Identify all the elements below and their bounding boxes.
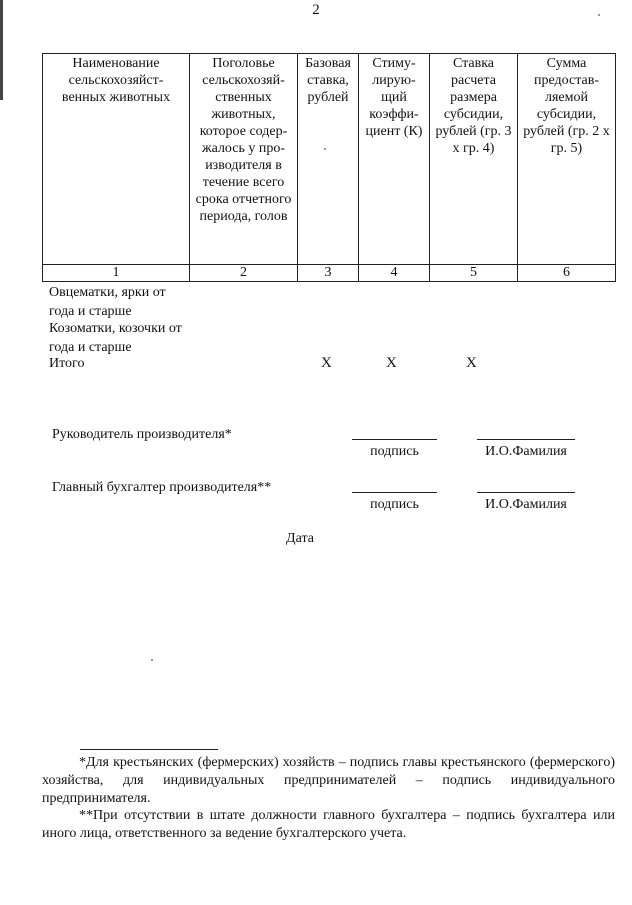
header-coefficient: Стиму- лирую- щий коэффи- циент (К) [359,54,430,265]
total-mark-calc-rate: Х [466,355,477,371]
footnote-separator [80,749,218,750]
signature-line [352,492,437,493]
column-number: 4 [359,265,430,282]
row-label-sheep: Овцематки, ярки от года и старше [49,285,166,319]
name-caption: И.О.Фамилия [485,444,567,459]
name-line [477,439,575,440]
date-label: Дата [286,531,314,546]
header-base-rate: Базовая ставка, рублей [298,54,359,265]
row-label-goats: Козоматки, козочки от года и старше [49,321,182,355]
header-animals: Наименование сельскохозяйст- венных животных [43,54,190,265]
column-number: 5 [430,265,518,282]
column-number: 1 [43,265,190,282]
column-number-row [43,265,616,282]
header-calc-rate: Ставка расчета размера субсидии, рублей (гр. 3 х гр. 4) [430,54,518,265]
header-subsidy-sum: Сумма предостав- ляемой субсидии, рублей (гр. 2 х гр. 5) [518,54,616,265]
row-label-total: Итого [49,356,85,371]
total-mark-base-rate: Х [321,355,332,371]
page-number: 2 [312,2,320,18]
signature-role-director: Руководитель производителя* [52,427,232,442]
table-header-row [43,54,616,265]
subsidy-table [42,53,616,282]
footnote-farm: *Для крестьянских (фермерских) хозяйств – подпись главы крестьянского (фермерского) хозяйства, для индивидуальных предпринимателей – подпись индивидуального предпринимателя. [42,755,615,806]
column-number: 2 [190,265,298,282]
signature-caption: подпись [370,497,419,512]
signature-role-accountant: Главный бухгалтер производителя** [52,480,272,495]
name-caption: И.О.Фамилия [485,497,567,512]
header-headcount: Поголовье сельскохозяй- ственных животных, которое содер- жалось у про- изводителя в течение всего срока отчетного периода, голов [190,54,298,265]
footnote-accountant: **При отсутствии в штате должности главного бухгалтера – подпись бухгалтера или иного лица, ответственного за ведение бухгалтерского учета. [42,808,615,841]
scan-speck [151,659,153,661]
name-line [477,492,575,493]
total-mark-coefficient: Х [386,355,397,371]
column-number: 3 [298,265,359,282]
signature-line [352,439,437,440]
column-number: 6 [518,265,616,282]
signature-caption: подпись [370,444,419,459]
